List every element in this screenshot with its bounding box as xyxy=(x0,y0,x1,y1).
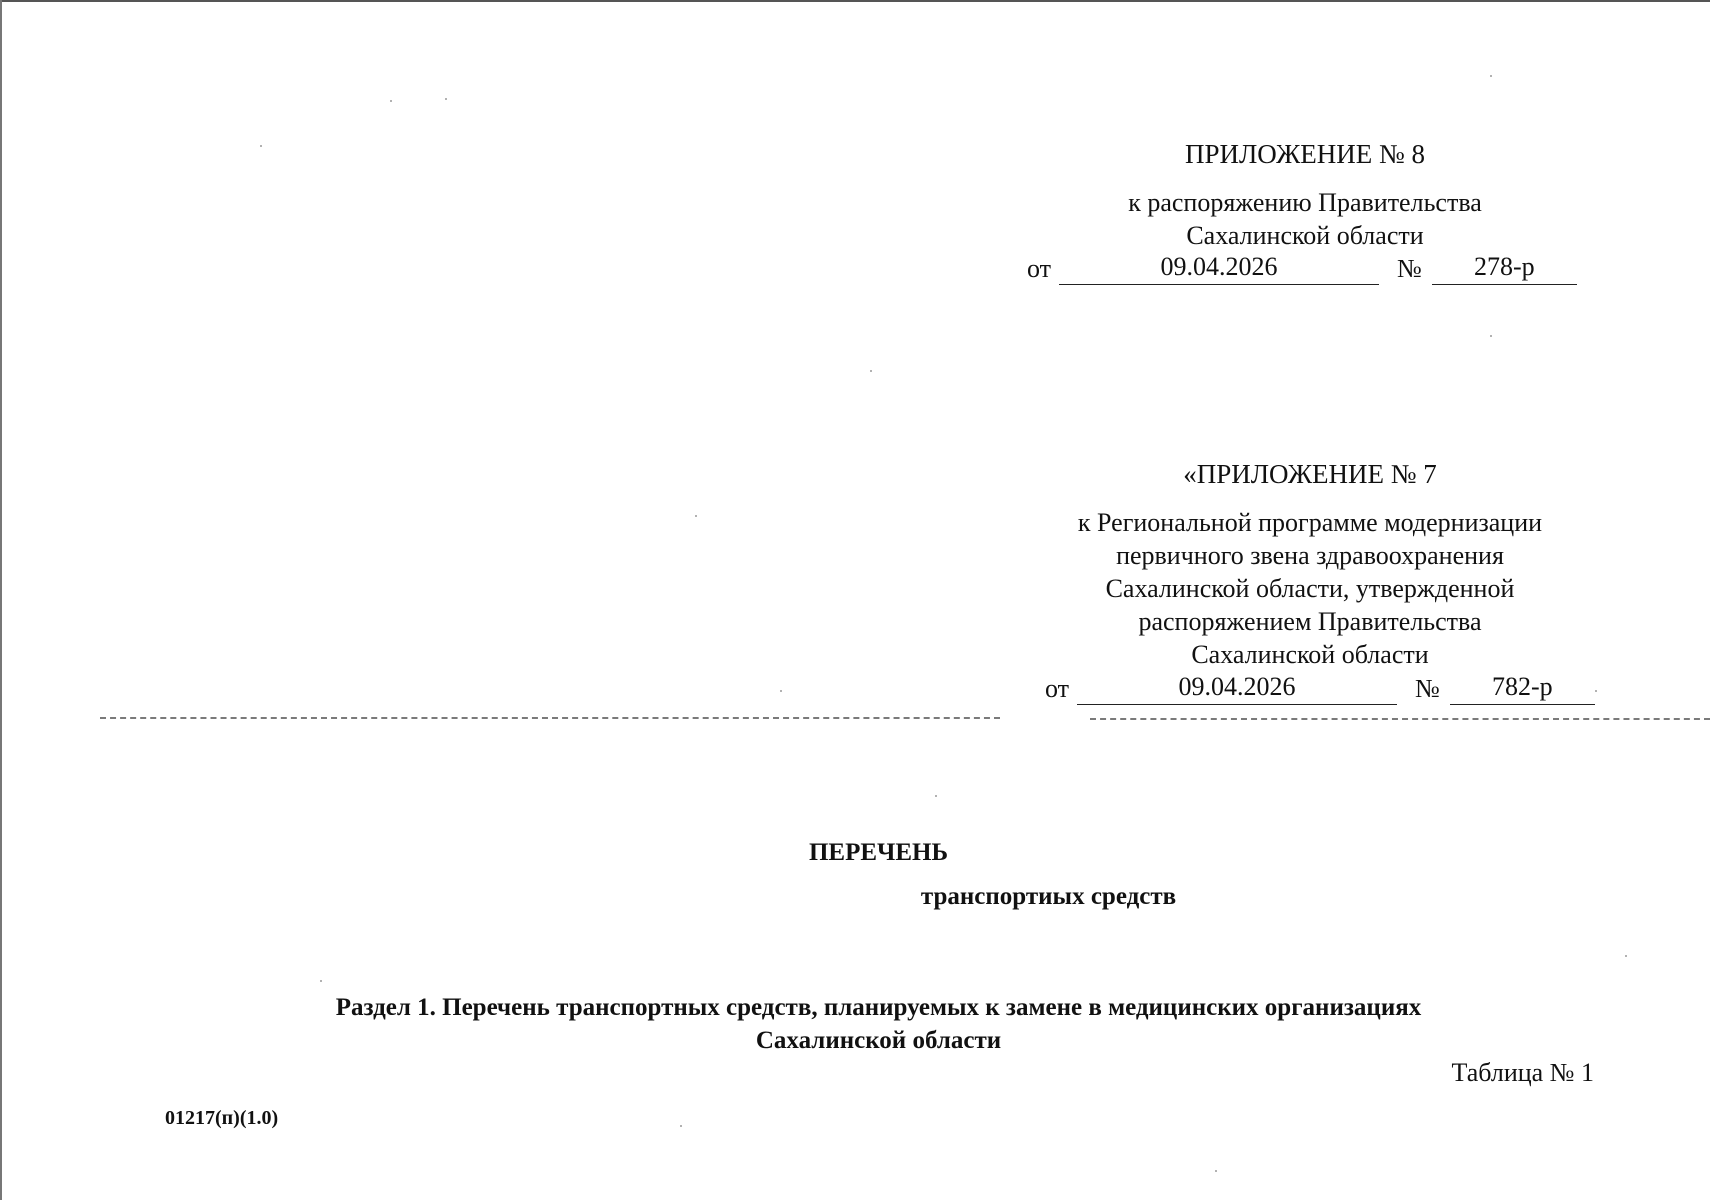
appendix-7-date-field: 09.04.2026 xyxy=(1077,670,1397,705)
appendix-7-date-label: от xyxy=(1045,674,1070,703)
appendix-7-date-row xyxy=(1045,670,1595,705)
appendix-8-block xyxy=(1040,138,1570,252)
appendix-7-line: распоряжением Правительства xyxy=(1138,607,1482,636)
scan-speck xyxy=(1625,955,1627,957)
appendix-7-line: Сахалинской области xyxy=(1191,640,1429,669)
scan-speck xyxy=(680,1125,682,1127)
appendix-8-date-row xyxy=(1027,250,1577,285)
scan-speck xyxy=(320,980,322,982)
appendix-8-line: Сахалинской области xyxy=(1186,221,1424,250)
appendix-7-heading: «ПРИЛОЖЕНИЕ № 7 xyxy=(1183,459,1437,489)
scan-speck xyxy=(780,690,782,692)
document-code: 01217(п)(1.0) xyxy=(165,1107,279,1129)
scan-speck xyxy=(390,100,392,102)
scan-speck xyxy=(260,145,262,147)
scan-separator-right xyxy=(1090,718,1710,720)
appendix-8-number-label: № xyxy=(1397,254,1422,283)
appendix-7-number-field: 782-р xyxy=(1450,670,1595,705)
scan-speck xyxy=(1595,690,1597,692)
list-subtitle: транспортиых средств xyxy=(920,883,1177,910)
scan-speck xyxy=(1490,335,1492,337)
scan-speck xyxy=(695,515,697,517)
scan-edge-top xyxy=(0,0,1710,2)
appendix-7-line: первичного звена здравоохранения xyxy=(1116,541,1504,570)
appendix-8-number-field: 278-р xyxy=(1432,250,1577,285)
appendix-8-date-label: от xyxy=(1027,254,1052,283)
scan-speck xyxy=(445,98,447,100)
scan-speck xyxy=(870,370,872,372)
appendix-7-line: Сахалинской области, утвержденной xyxy=(1105,574,1515,603)
appendix-8-line: к распоряжению Правительства xyxy=(1128,188,1482,217)
appendix-8-date-field: 09.04.2026 xyxy=(1059,250,1379,285)
table-number: Таблица № 1 xyxy=(1451,1058,1594,1087)
appendix-8-heading: ПРИЛОЖЕНИЕ № 8 xyxy=(1184,139,1426,169)
section-title-line1: Раздел 1. Перечень транспортных средств, планируемых к замене в медицинских организациях xyxy=(335,994,1422,1021)
scan-separator-left xyxy=(100,717,1000,719)
appendix-7-block xyxy=(1040,458,1580,671)
appendix-7-line: к Региональной программе модернизации xyxy=(1077,508,1543,537)
scan-speck xyxy=(1215,1170,1217,1172)
list-title: ПЕРЕЧЕНЬ xyxy=(808,839,949,866)
section-title-line2: Сахалинской области xyxy=(755,1027,1002,1054)
scan-speck xyxy=(935,795,937,797)
appendix-7-number-label: № xyxy=(1415,674,1440,703)
scan-speck xyxy=(1490,75,1492,77)
